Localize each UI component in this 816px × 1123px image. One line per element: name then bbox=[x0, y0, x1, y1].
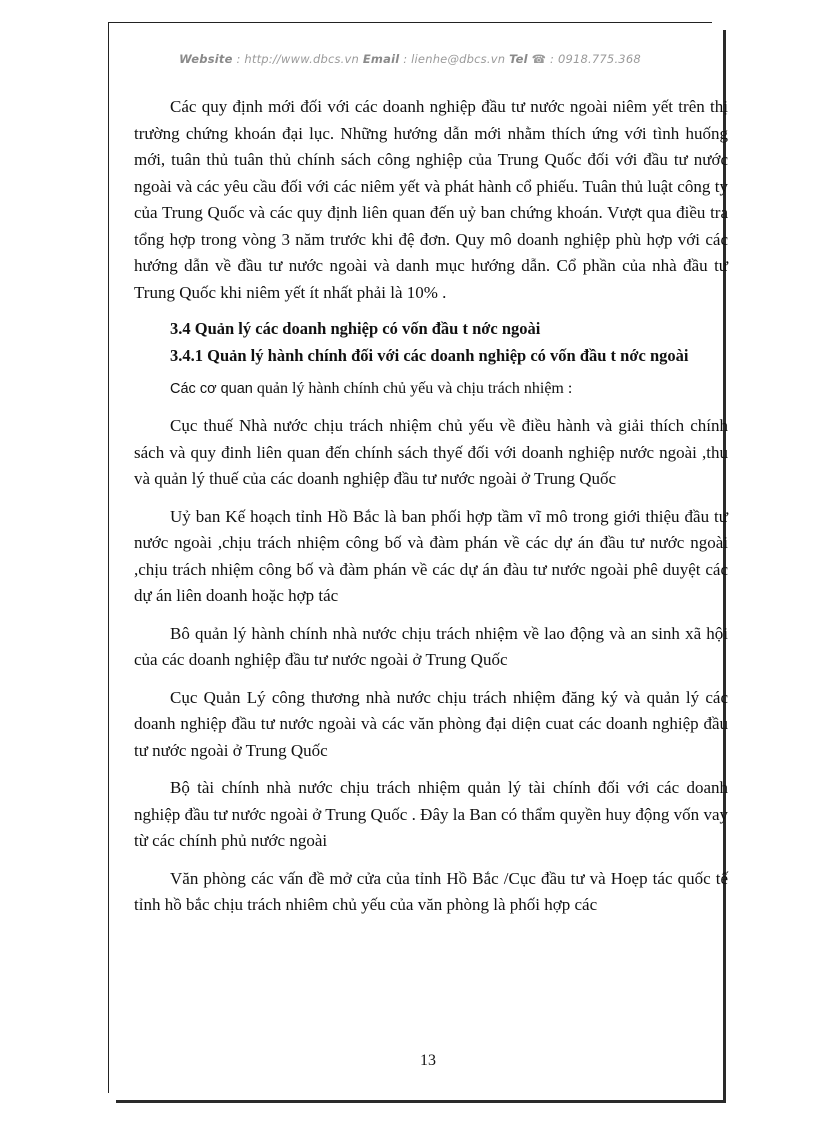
page-number: 13 bbox=[420, 1052, 436, 1069]
page-border-shadow-bottom bbox=[116, 1100, 726, 1103]
section-heading-3-4-1: 3.4.1 Quản lý hành chính đối với các doanh nghiệp có vốn đầu t nớc ngoài bbox=[170, 346, 689, 365]
intro-prefix: Các cơ quan bbox=[170, 381, 253, 397]
section-heading-3-4: 3.4 Quản lý các doanh nghiệp có vốn đầu t nớc ngoài bbox=[170, 319, 541, 338]
intro-rest: quản lý hành chính chủ yếu và chịu trách nhiệm : bbox=[252, 380, 573, 397]
paragraph-labor-ministry: Bô quản lý hành chính nhà nước chịu trách nhiệm về lao động và an sinh xã hội của các doanh nghiệp đầu tư nước ngoài ở Trung Quốc bbox=[134, 623, 728, 669]
paragraph-tax-bureau: Cục thuế Nhà nước chịu trách nhiệm chủ yếu về điều hành và giải thích chính sách và quy đinh liên quan đến chính sách thyế đối với doanh nghiệp nước ngoài ,thu và quản lý thuế của các doanh nghiệp đầu tư nước ngoài ở Trung Quốc bbox=[134, 416, 728, 488]
paragraph-listing-rules: Các quy định mới đối với các doanh nghiệp đầu tư nước ngoài niêm yết trên thị trường chứng khoán đại lục. Những hướng dẫn mới nhằm thích ứng với tình huống mới, tuân thủ tuân thủ chính sách công nghiệp của Trung Quốc đối với đầu tư nước ngoài và các yêu cầu đối với các niêm yết và phát hành cổ phiếu. Tuân thủ luật công ty của Trung Quốc và các quy định liên quan đến uỷ ban chứng khoán. Vượt qua điều tra tổng hợp trong vòng 3 năm trước khi đệ đơn. Quy mô doanh nghiệp phù hợp với các hướng dẫn về đầu tư nước ngoài và danh mục hướng dẫn. Cổ phần của nhà đầu tư Trung Quốc khi niêm yết ít nhất phải là 10% . bbox=[134, 97, 728, 302]
page-header bbox=[108, 52, 712, 66]
paragraph-planning-committee: Uỷ ban Kế hoạch tỉnh Hồ Bắc là ban phối hợp tầm vĩ mô trong giới thiệu đầu tư nước ngoài ,chịu trách nhiệm công bố và đàm phán về các dự án đầu tư nước ngoài ,chịu trách nhiệm công bố và đàm phán về các dự án đàu tư nước ngoài phê duyệt các dự án liên doanh hoặc hợp tác bbox=[134, 506, 728, 605]
paragraph-intro bbox=[134, 377, 728, 401]
header-email-label: Email bbox=[362, 52, 400, 66]
document-body bbox=[134, 94, 728, 930]
header-email-link[interactable]: : lienhe@dbcs.vn bbox=[399, 52, 510, 66]
header-website-label: Website bbox=[179, 52, 233, 66]
header-tel-value: ☎ : 0918.775.368 bbox=[527, 52, 641, 66]
paragraph-finance-ministry: Bộ tài chính nhà nước chịu trách nhiệm quản lý tài chính đối với các doanh nghiệp đầu tư nước ngoài ở Trung Quốc . Đây la Ban có thẩm quyền huy động vốn vay từ các chính phủ nước ngoài bbox=[134, 778, 728, 850]
paragraph-commerce-bureau: Cục Quản Lý công thương nhà nước chịu trách nhiệm đăng ký và quản lý các doanh nghiệp đầu tư nước ngoài và các văn phòng đại diện cuat các doanh nghiệp đầu tư nước ngoài ở Trung Quốc bbox=[134, 687, 728, 760]
header-tel-label: Tel bbox=[509, 52, 528, 66]
header-website-link[interactable]: : http://www.dbcs.vn bbox=[232, 52, 363, 66]
paragraph-open-affairs-office: Văn phòng các vấn đề mở cửa của tỉnh Hồ Bắc /Cục đầu tư và Hoẹp tác quốc tế tỉnh hồ bắc chịu trách nhiêm chủ yếu của văn phòng là phối hợp các bbox=[134, 868, 728, 914]
